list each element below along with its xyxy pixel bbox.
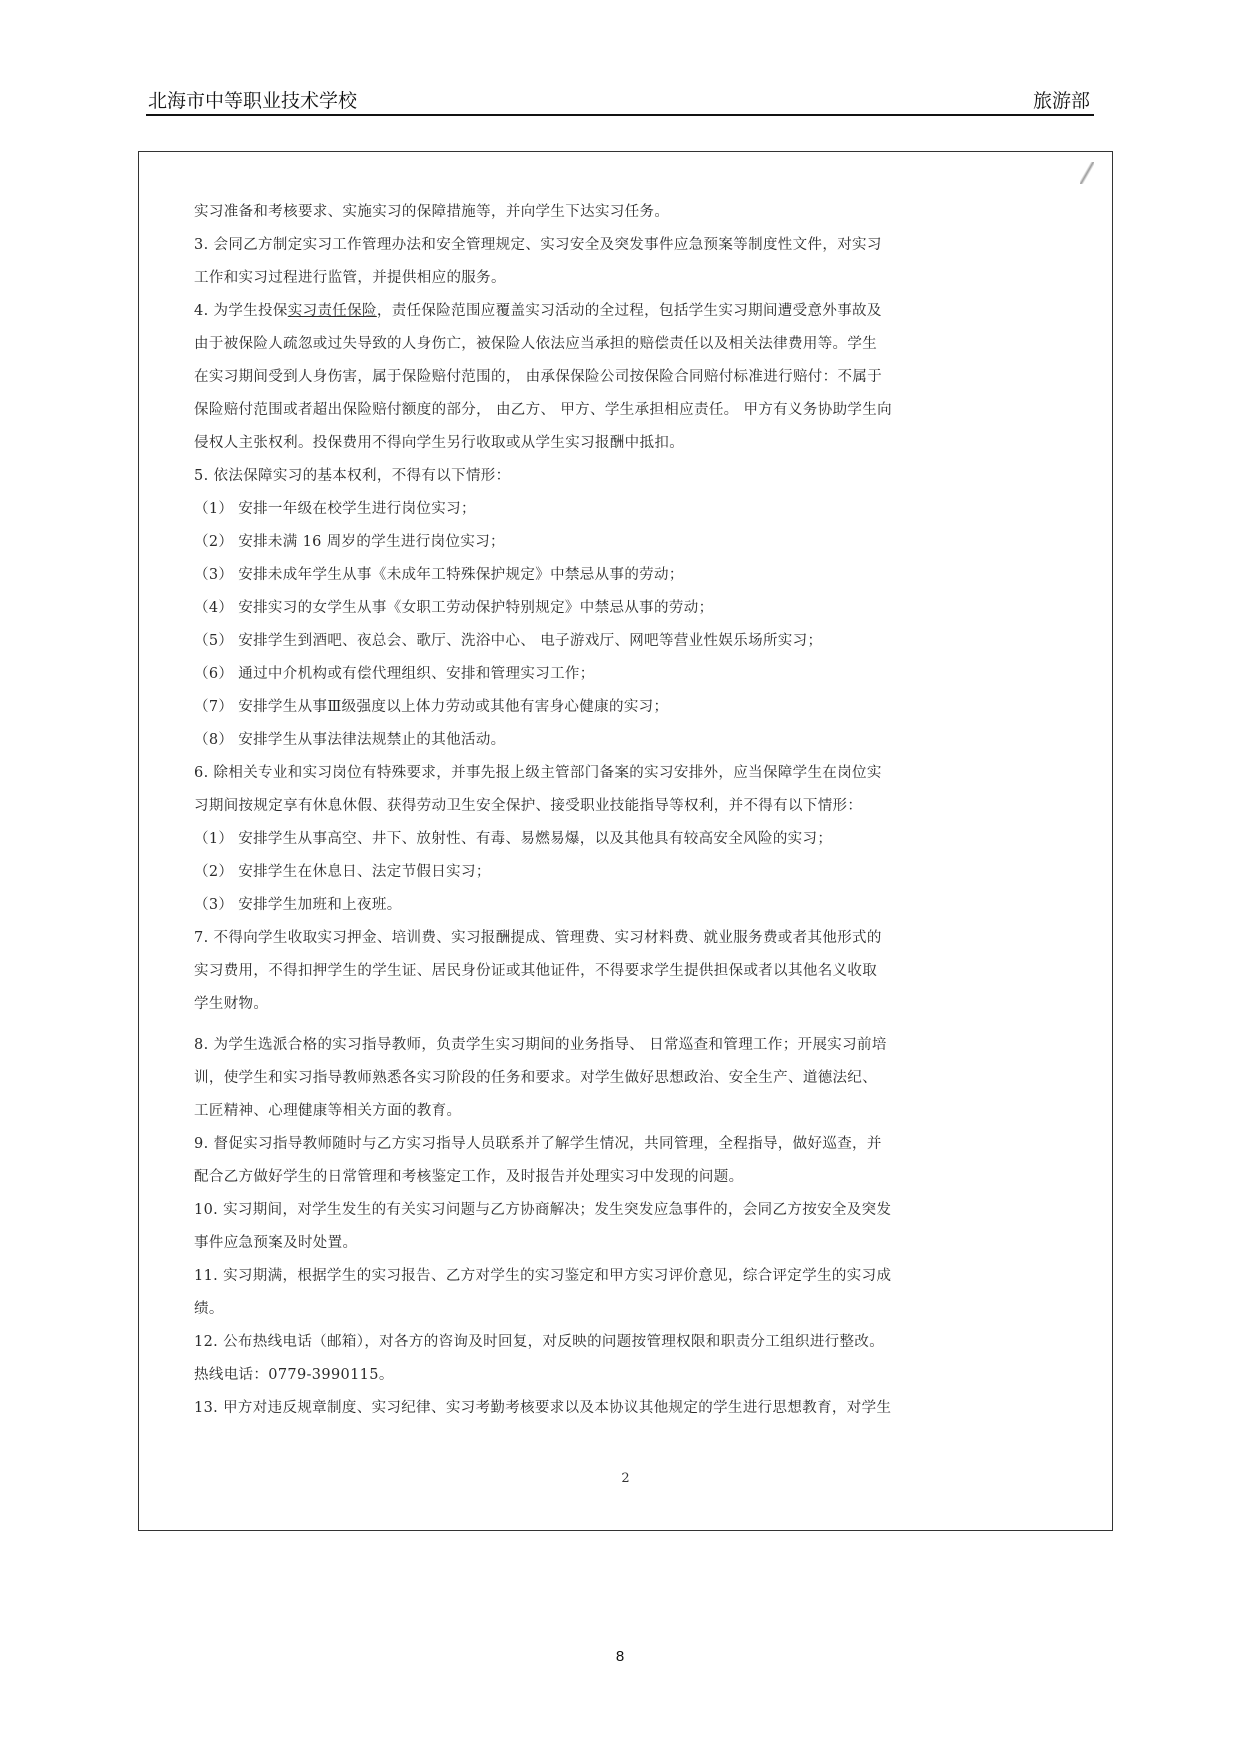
text-line: （6） 通过中介机构或有偿代理组织、安排和管理实习工作； <box>194 666 595 682</box>
text-line: 工匠精神、心理健康等相关方面的教育。 <box>194 1103 462 1119</box>
scan-mark <box>1080 162 1094 184</box>
text-line: （1） 安排一年级在校学生进行岗位实习； <box>194 501 476 517</box>
text-line: 7. 不得向学生收取实习押金、培训费、实习报酬提成、管理费、实习材料费、就业服务费或者其他形式的 <box>194 930 882 946</box>
inner-page-number: 2 <box>621 1471 630 1486</box>
text-line: 习期间按规定享有休息休假、获得劳动卫生安全保护、接受职业技能指导等权利，并不得有以下情形： <box>194 798 863 814</box>
text-line: （4） 安排实习的女学生从事《女职工劳动保护特别规定》中禁忌从事的劳动； <box>194 600 714 616</box>
text-line: 5. 依法保障实习的基本权利，不得有以下情形： <box>194 468 511 484</box>
page-header-department: 旅游部 <box>1032 90 1090 112</box>
text-line: 学生财物。 <box>194 996 269 1012</box>
text-line: 11. 实习期满，根据学生的实习报告、乙方对学生的实习鉴定和甲方实习评价意见，综合评定学生的实习成 <box>194 1268 892 1284</box>
item4-insurance-term: 实习责任保险 <box>287 303 377 319</box>
text-line: （2） 安排未满 16 周岁的学生进行岗位实习； <box>194 534 505 550</box>
text-line-item4 <box>194 300 1064 333</box>
item4-suffix: ，责任保险范围应覆盖实习活动的全过程，包括学生实习期间遭受意外事故及 <box>376 303 882 319</box>
text-line: （3） 安排未成年学生从事《未成年工特殊保护规定》中禁忌从事的劳动； <box>194 567 684 583</box>
text-line: 热线电话：0779-3990115。 <box>194 1367 394 1383</box>
text-line: 12. 公布热线电话（邮箱），对各方的咨询及时回复，对反映的问题按管理权限和职责分工组织进行整改。 <box>194 1334 885 1350</box>
header-rule <box>146 114 1094 116</box>
text-line: （8） 安排学生从事法律法规禁止的其他活动。 <box>194 732 506 748</box>
text-line: 6. 除相关专业和实习岗位有特殊要求，并事先报上级主管部门备案的实习安排外，应当保障学生在岗位实 <box>194 765 882 781</box>
page-header-school: 北海市中等职业技术学校 <box>148 90 358 112</box>
text-line: 13. 甲方对违反规章制度、实习纪律、实习考勤考核要求以及本协议其他规定的学生进行思想教育，对学生 <box>194 1400 892 1416</box>
text-line: 侵权人主张权利。投保费用不得向学生另行收取或从学生实习报酬中抵扣。 <box>194 435 685 451</box>
text-line: （5） 安排学生到酒吧、夜总会、歌厅、洗浴中心、 电子游戏厅、网吧等营业性娱乐场所实习； <box>194 633 823 649</box>
text-line: 训，使学生和实习指导教师熟悉各实习阶段的任务和要求。对学生做好思想政治、安全生产、道德法纪、 <box>194 1070 878 1086</box>
text-line: （1） 安排学生从事高空、井下、放射性、有毒、易燃易爆，以及其他具有较高安全风险的实习； <box>194 831 833 847</box>
text-line: （3） 安排学生加班和上夜班。 <box>194 897 402 913</box>
text-line: 由于被保险人疏忽或过失导致的人身伤亡，被保险人依法应当承担的赔偿责任以及相关法律费用等。学生 <box>194 336 878 352</box>
text-line: 9. 督促实习指导教师随时与乙方实习指导人员联系并了解学生情况，共同管理，全程指导，做好巡查，并 <box>194 1136 882 1152</box>
text-line: （7） 安排学生从事Ⅲ级强度以上体力劳动或其他有害身心健康的实习； <box>194 699 669 715</box>
text-line: 绩。 <box>194 1301 224 1317</box>
text-line: （2） 安排学生在休息日、法定节假日实习； <box>194 864 491 880</box>
page-number: 8 <box>615 1648 625 1665</box>
text-line: 事件应急预案及时处置。 <box>194 1235 358 1251</box>
text-line: 工作和实习过程进行监管，并提供相应的服务。 <box>194 270 506 286</box>
text-line: 实习准备和考核要求、实施实习的保障措施等，并向学生下达实习任务。 <box>194 204 670 220</box>
text-line: 保险赔付范围或者超出保险赔付额度的部分， 由乙方、 甲方、学生承担相应责任。 甲方有义务协助学生向 <box>194 402 892 418</box>
text-line: 8. 为学生选派合格的实习指导教师，负责学生实习期间的业务指导、 日常巡查和管理工作；开展实习前培 <box>194 1037 887 1053</box>
text-line: 配合乙方做好学生的日常管理和考核鉴定工作，及时报告并处理实习中发现的问题。 <box>194 1169 744 1185</box>
text-line: 10. 实习期间，对学生发生的有关实习问题与乙方协商解决；发生突发应急事件的，会同乙方按安全及突发 <box>194 1202 892 1218</box>
scanned-page-frame <box>138 151 1113 1531</box>
item4-prefix: 4. 为学生投保 <box>194 303 288 319</box>
text-line: 实习费用，不得扣押学生的学生证、居民身份证或其他证件，不得要求学生提供担保或者以其他名义收取 <box>194 963 878 979</box>
text-block <box>194 201 1064 1430</box>
text-line: 在实习期间受到人身伤害，属于保险赔付范围的， 由承保保险公司按保险合同赔付标准进行赔付：不属于 <box>194 369 883 385</box>
text-line: 3. 会同乙方制定实习工作管理办法和安全管理规定、实习安全及突发事件应急预案等制度性文件，对实习 <box>194 237 882 253</box>
